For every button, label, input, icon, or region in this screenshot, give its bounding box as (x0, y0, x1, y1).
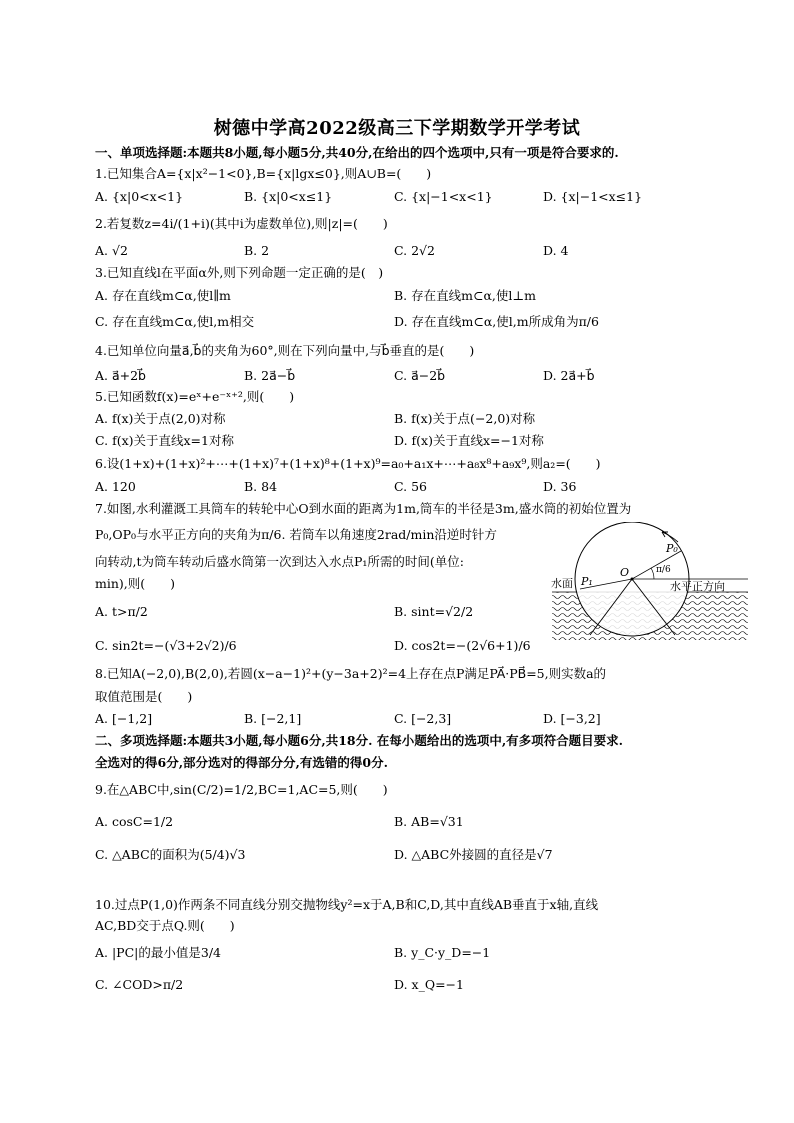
q2-option-a: A. √2 (95, 243, 128, 258)
q4-option-a: A. a⃗+2b⃗ (95, 368, 146, 383)
horizontal-label: 水平正方向 (670, 580, 725, 593)
q7-line-1: 7.如图,水利灌溉工具筒车的转轮中心O到水面的距离为1m,筒车的半径是3m,盛水筒的初始位置为 (95, 501, 632, 516)
q10-option-b: B. y_C·y_D=−1 (394, 945, 491, 960)
q8-line-2: 取值范围是( ) (95, 689, 193, 704)
q8-option-a: A. [−1,2] (95, 711, 153, 726)
q6-option-d: D. 36 (543, 479, 577, 494)
q9-option-a: A. cosC=1/2 (95, 814, 174, 829)
section2-heading-1: 二、多项选择题:本题共3小题,每小题6分,共18分. 在每小题给出的选项中,有多项符合题目要求. (95, 733, 624, 748)
q4-option-d: D. 2a⃗+b⃗ (543, 368, 595, 383)
q5-option-b: B. f(x)关于点(−2,0)对称 (394, 411, 536, 426)
q4-option-b: B. 2a⃗−b⃗ (244, 368, 296, 383)
p1-label: P₁ (581, 575, 593, 588)
q5-stem: 5.已知函数f(x)=eˣ+e⁻ˣ⁺²,则( ) (95, 389, 295, 404)
q1-option-c: C. {x|−1<x<1} (394, 189, 493, 204)
q8-option-c: C. [−2,3] (394, 711, 452, 726)
q10-line-1: 10.过点P(1,0)作两条不同直线分别交抛物线y²=x于A,B和C,D,其中直线AB垂直于x轴,直线 (95, 897, 599, 912)
q4-option-c: C. a⃗−2b⃗ (394, 368, 446, 383)
q1-option-b: B. {x|0<x≤1} (244, 189, 333, 204)
q10-option-c: C. ∠COD>π/2 (95, 977, 184, 992)
q9-option-b: B. AB=√31 (394, 814, 464, 829)
q8-option-d: D. [−3,2] (543, 711, 601, 726)
q1-option-d: D. {x|−1<x≤1} (543, 189, 643, 204)
q4-stem: 4.已知单位向量a⃗,b⃗的夹角为60°,则在下列向量中,与b⃗垂直的是( ) (95, 343, 475, 358)
q3-option-b: B. 存在直线m⊂α,使l⊥m (394, 288, 536, 303)
q10-option-a: A. |PC|的最小值是3/4 (95, 945, 221, 960)
q2-option-c: C. 2√2 (394, 243, 435, 258)
q1-option-a: A. {x|0<x<1} (95, 189, 184, 204)
exam-title: 树德中学高2022级高三下学期数学开学考试 (213, 118, 581, 139)
q2-option-b: B. 2 (244, 243, 270, 258)
q3-option-a: A. 存在直线m⊂α,使l∥m (95, 288, 231, 303)
center-point (631, 578, 634, 581)
q5-option-a: A. f(x)关于点(2,0)对称 (95, 411, 226, 426)
q6-option-b: B. 84 (244, 479, 278, 494)
q8-line-1: 8.已知A(−2,0),B(2,0),若圆(x−a−1)²+(y−3a+2)²=4上存在点P满足PA⃗·PB⃗=5,则实数a的 (95, 666, 607, 681)
q7-line-2: P₀,OP₀与水平正方向的夹角为π/6. 若筒车以角速度2rad/min沿逆时针方 (95, 527, 497, 542)
q6-option-c: C. 56 (394, 479, 427, 494)
o-label: O (620, 566, 630, 579)
water-wheel-figure (550, 522, 750, 642)
section1-heading: 一、单项选择题:本题共8小题,每小题5分,共40分,在给出的四个选项中,只有一项是符合要求的. (95, 145, 619, 160)
q3-stem: 3.已知直线l在平面α外,则下列命题一定正确的是( ) (95, 265, 384, 280)
q7-option-d: D. cos2t=−(2√6+1)/6 (394, 638, 531, 653)
q5-option-d: D. f(x)关于直线x=−1对称 (394, 433, 544, 448)
q7-option-b: B. sint=√2/2 (394, 604, 474, 619)
q7-option-c: C. sin2t=−(√3+2√2)/6 (95, 638, 237, 653)
q9-stem: 9.在△ABC中,sin(C/2)=1/2,BC=1,AC=5,则( ) (95, 782, 388, 797)
q6-stem: 6.设(1+x)+(1+x)²+⋯+(1+x)⁷+(1+x)⁸+(1+x)⁹=a₀+a₁x+⋯+a₈x⁸+a₉x⁹,则a₂=( ) (95, 456, 601, 471)
q7-line-4: min),则( ) (95, 576, 176, 591)
q7-option-a: A. t>π/2 (95, 604, 148, 619)
q2-stem: 2.若复数z=4i/(1+i)(其中i为虚数单位),则|z|=( ) (95, 216, 388, 231)
q9-option-c: C. △ABC的面积为(5/4)√3 (95, 847, 246, 862)
q1-stem: 1.已知集合A={x|x²−1<0},B={x|lgx≤0},则A∪B=( ) (95, 166, 432, 181)
q10-line-2: AC,BD交于点Q.则( ) (95, 918, 235, 933)
q3-option-d: D. 存在直线m⊂α,使l,m所成角为π/6 (394, 314, 599, 329)
q9-option-d: D. △ABC外接圆的直径是√7 (394, 847, 553, 862)
p0-label: P₀ (666, 542, 678, 555)
q6-option-a: A. 120 (95, 479, 136, 494)
q8-option-b: B. [−2,1] (244, 711, 302, 726)
q3-option-c: C. 存在直线m⊂α,使l,m相交 (95, 314, 255, 329)
angle-label: π/6 (656, 565, 671, 575)
section2-heading-2: 全选对的得6分,部分选对的得部分分,有选错的得0分. (95, 755, 388, 770)
q2-option-d: D. 4 (543, 243, 569, 258)
q5-option-c: C. f(x)关于直线x=1对称 (95, 433, 234, 448)
water-label: 水面 (551, 577, 573, 590)
q7-line-3: 向转动,t为筒车转动后盛水筒第一次到达入水点P₁所需的时间(单位: (95, 554, 465, 569)
q10-option-d: D. x_Q=−1 (394, 977, 464, 992)
